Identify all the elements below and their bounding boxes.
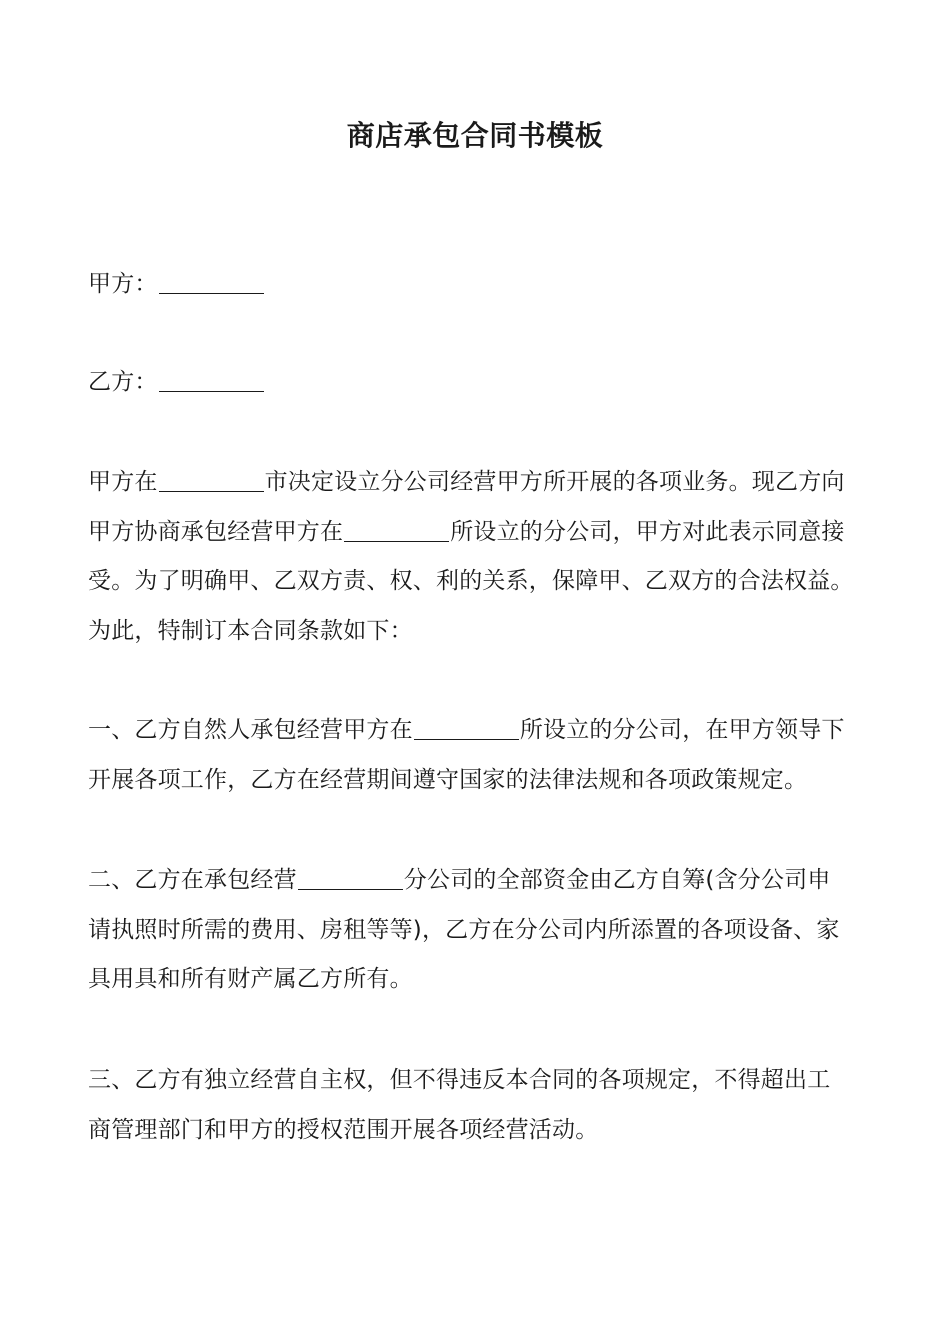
clause-3-line: 三、乙方有独立经营自主权，但不得违反本合同的各项规定，不得超出工 <box>88 1067 831 1093</box>
party-b-blank <box>159 366 264 392</box>
clause-2-text: 分公司的全部资金由乙方自筹(含分公司申 <box>403 867 831 893</box>
clause-1-line <box>88 706 868 756</box>
city-blank <box>159 466 264 492</box>
clause-1-blank <box>414 714 519 740</box>
party-b-label: 乙方： <box>88 369 158 395</box>
clause-1-text: 一、乙方自然人承包经营甲方在 <box>88 717 413 743</box>
clause-2-paragraph <box>88 856 868 1005</box>
preamble-text: 甲方在 <box>88 469 158 495</box>
clause-1-text: 所设立的分公司，在甲方领导下 <box>519 717 845 743</box>
party-a-blank <box>159 268 264 294</box>
preamble-text: 甲方协商承包经营甲方在 <box>88 518 344 545</box>
clause-3-line: 商管理部门和甲方的授权范围开展各项经营活动。 <box>88 1116 599 1143</box>
clause-1-line: 开展各项工作，乙方在经营期间遵守国家的法律法规和各项政策规定。 <box>88 766 808 793</box>
preamble-line <box>88 508 868 558</box>
clause-3-paragraph <box>88 1056 868 1155</box>
clause-2-line: 具用具和所有财产属乙方所有。 <box>88 966 413 993</box>
party-a-line <box>88 260 868 310</box>
clause-2-blank <box>298 864 403 890</box>
preamble-paragraph <box>88 458 868 656</box>
clause-2-text: 二、乙方在承包经营 <box>88 867 297 893</box>
preamble-line <box>88 458 868 508</box>
preamble-line: 为此，特制订本合同条款如下： <box>88 617 413 644</box>
preamble-text: 市决定设立分公司经营甲方所开展的各项业务。现乙方向 <box>264 469 845 495</box>
preamble-text: 所设立的分公司，甲方对此表示同意接 <box>450 518 845 545</box>
clause-2-line <box>88 856 868 906</box>
clause-2-line: 请执照时所需的费用、房租等等)，乙方在分公司内所添置的各项设备、家 <box>88 916 840 943</box>
party-b-line <box>88 358 868 408</box>
party-a-label: 甲方： <box>88 271 158 297</box>
clause-1-paragraph <box>88 706 868 805</box>
location-blank <box>344 515 449 541</box>
preamble-line: 受。为了明确甲、乙双方责、权、利的关系，保障甲、乙双方的合法权益。 <box>88 568 854 595</box>
document-title: 商店承包合同书模板 <box>346 119 604 152</box>
